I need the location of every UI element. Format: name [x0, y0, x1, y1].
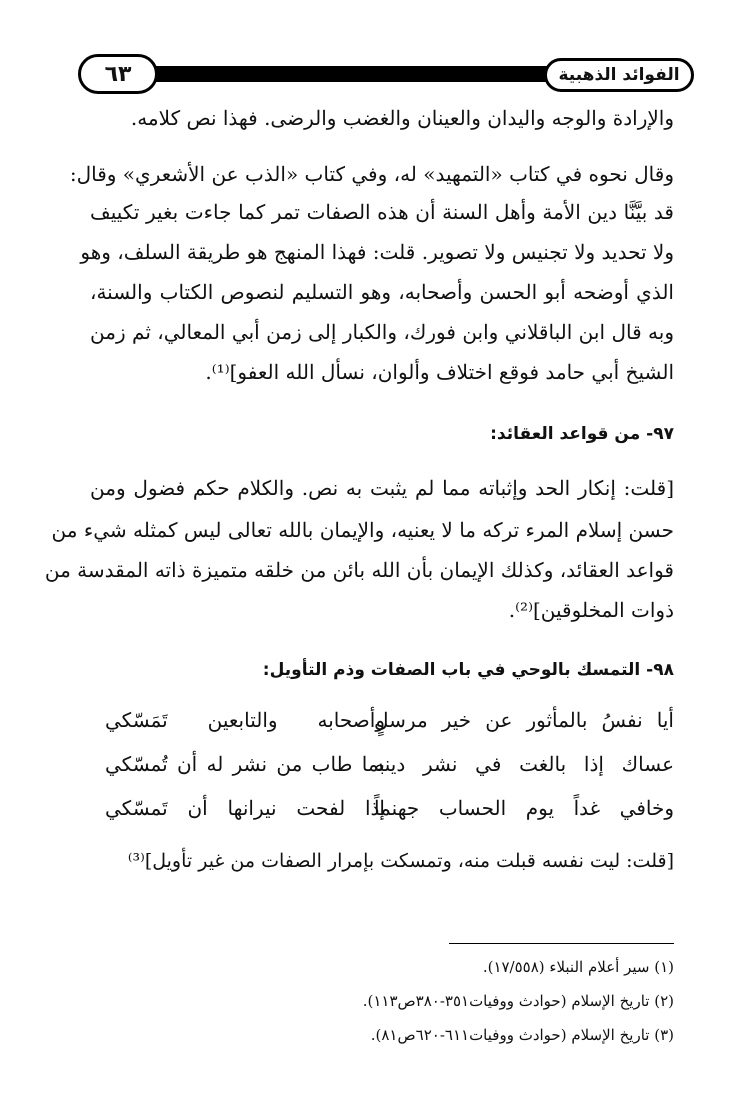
- running-title: الفوائد الذهبية: [544, 58, 694, 92]
- text-line: وبه قال ابن الباقلاني وابن فورك، والكبار إلى زمن أبي المعالي، ثم زمن: [90, 320, 674, 344]
- footnote-2: (٢) تاريخ الإسلام (حوادث ووفيات٣٥١-٣٨٠ص١١٣).: [362, 992, 674, 1010]
- text-line: والإرادة والوجه واليدان والعينان والغضب والرضى. فهذا نص كلامه.: [130, 106, 674, 130]
- text-line: ولا تحديد ولا تجنيس ولا تصوير. قلت: فهذا المنهج هو طريقة السلف، وهو: [80, 240, 674, 264]
- footnote-separator: [449, 943, 674, 944]
- page-number: ٦٣: [78, 54, 158, 94]
- poem-verse-second-half: إذا لفحت نيرانها أن تَمسّكي: [105, 796, 385, 820]
- poem-verse-first-half: أيا نفسُ بالمأثور عن خير مرسلٍ: [374, 708, 674, 732]
- text-line: قواعد العقائد، وكذلك الإيمان بأن الله بائن من خلقه متميزة ذاته المقدسة من: [44, 558, 674, 582]
- poem-verse-second-half: وأصحابه والتابعين تَمَسّكي: [105, 708, 385, 732]
- poem-verse-first-half: عساك إذا بالغت في نشر دينه: [374, 752, 674, 776]
- text-line: قد بيَّنَّا دين الأمة وأهل السنة أن هذه الصفات تمر كما جاءت بغير تكييف: [90, 200, 674, 224]
- text-line: ذوات المخلوقين]⁽²⁾.: [508, 598, 674, 622]
- section-heading-98: ٩٨- التمسك بالوحي في باب الصفات وذم التأويل:: [262, 660, 674, 680]
- footnote-3: (٣) تاريخ الإسلام (حوادث ووفيات٦١١-٦٢٠ص٨١).: [370, 1026, 674, 1044]
- text-line: وقال نحوه في كتاب «التمهيد» له، وفي كتاب «الذب عن الأشعري» وقال:: [69, 162, 674, 186]
- text-line: [قلت: إنكار الحد وإثباته مما لم يثبت به نص. والكلام حكم فضول ومن: [90, 476, 674, 500]
- closing-note: [قلت: ليت نفسه قبلت منه، وتمسكت بإمرار الصفات من غير تأويل]⁽³⁾: [127, 850, 674, 872]
- text-line: الذي أوضحه أبو الحسن وأصحابه، وهو التسليم لنصوص الكتاب والسنة،: [90, 280, 674, 304]
- section-heading-97: ٩٧- من قواعد العقائد:: [490, 424, 674, 444]
- text-line: حسن إسلام المرء تركه ما لا يعنيه، والإيمان بالله تعالى ليس كمثله شيء من: [51, 518, 674, 542]
- poem-verse-first-half: وخافي غداً يوم الحساب جهنماً: [374, 796, 674, 820]
- text-line: الشيخ أبي حامد فوقع اختلاف وألوان، نسأل الله العفو]⁽¹⁾.: [205, 360, 674, 384]
- footnote-1: (١) سير أعلام النبلاء (١٧/٥٥٨).: [482, 958, 674, 976]
- poem-verse-second-half: بما طاب من نشر له أن تُمسّكي: [105, 752, 385, 776]
